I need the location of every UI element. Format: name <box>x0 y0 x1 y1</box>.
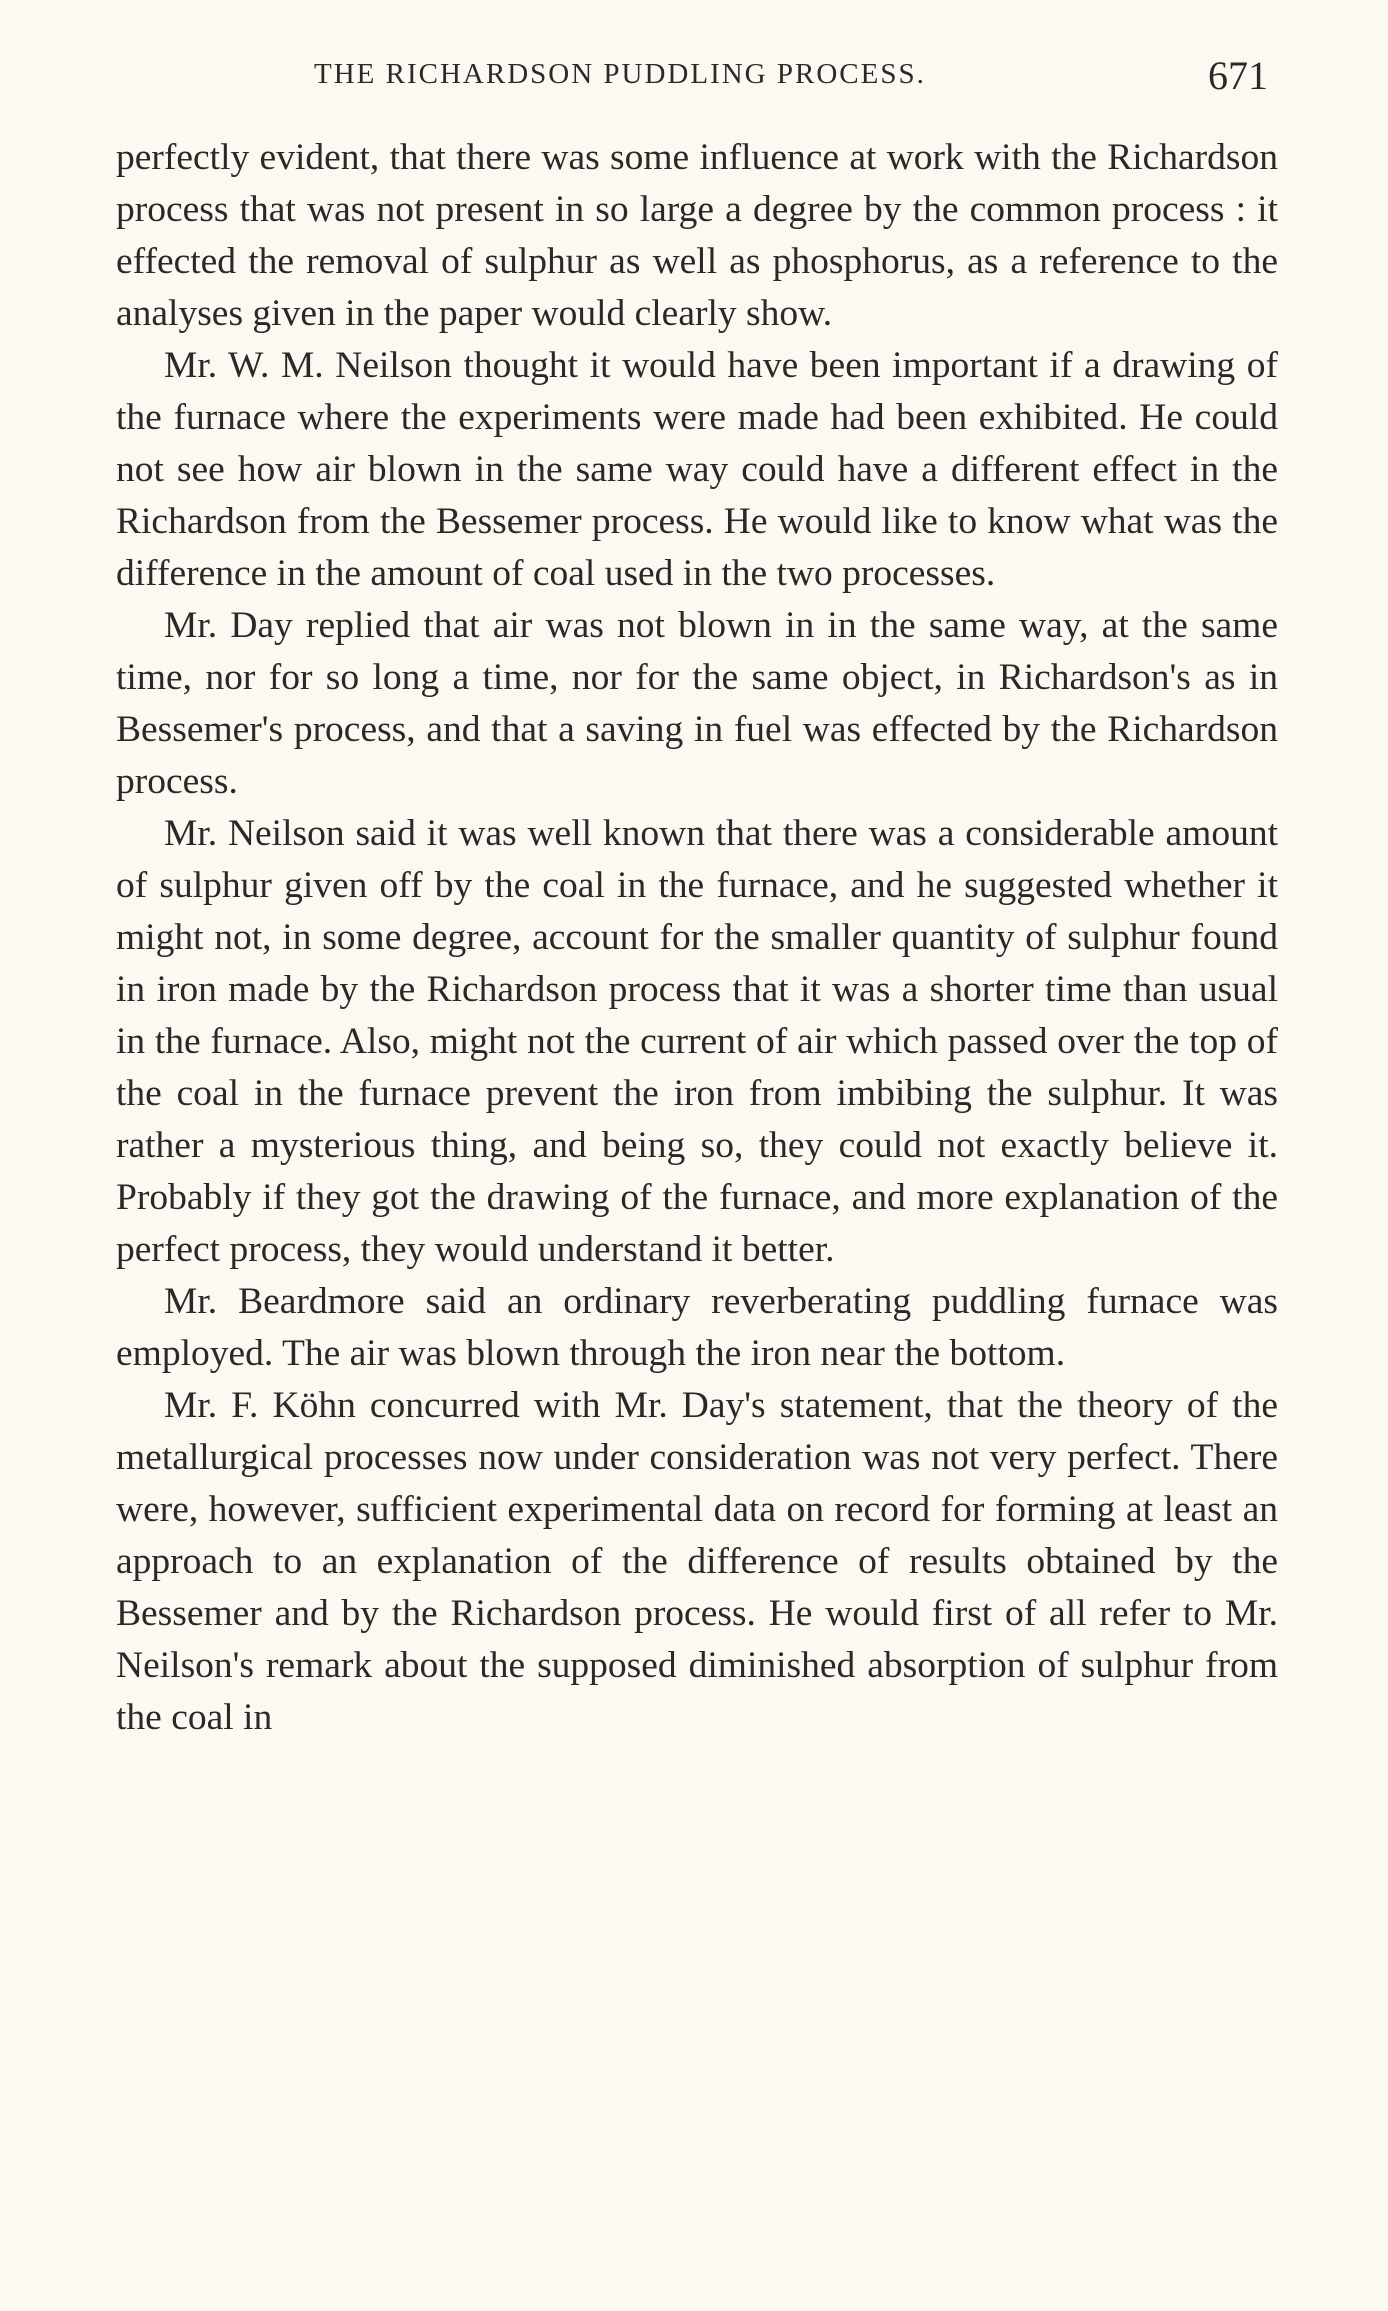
paragraph-neilson-sulphur: Mr. Neilson said it was well known that there was a considerable amount of sulphur given off by the coal in the furnace, and he suggested whether it might not, in some degree, account for the smaller quantity of sulphur found in iron made by the Richardson process that it was a shorter time than usual in the furnace. Also, might not the current of air which passed over the top of the coal in the furnace prevent the iron from imbibing the sulphur. It was rather a mysterious thing, and being so, they could not exactly believe it. Probably if they got the drawing of the furnace, and more explanation of the perfect process, they would understand it better. <box>116 813 1278 1270</box>
paragraph-neilson-drawing: Mr. W. M. Neilson thought it would have been important if a drawing of the furnace where the experiments were made had been exhibited. He could not see how air blown in the same way could have a different effect in the Richardson from the Bessemer process. He would like to know what was the difference in the amount of coal used in the two processes. <box>116 345 1278 594</box>
paragraph-continuation: perfectly evident, that there was some influence at work with the Richardson process that was not present in so large a degree by the common process : it effected the removal of sulphur as well as phosphorus, as a reference to the analyses given in the paper would clearly show. <box>116 137 1278 334</box>
paragraph-beardmore: Mr. Beardmore said an ordinary reverberating puddling furnace was employed. The air was blown through the iron near the bottom. <box>116 1281 1278 1374</box>
body-text <box>116 132 1278 1744</box>
page-header <box>118 52 1276 112</box>
running-title: THE RICHARDSON PUDDLING PROCESS. <box>314 58 926 90</box>
paragraph-day-reply: Mr. Day replied that air was not blown in in the same way, at the same time, nor for so long a time, nor for the same object, in Richardson's as in Bessemer's process, and that a saving in fuel was effected by the Richardson process. <box>116 605 1278 802</box>
paragraph-kohn: Mr. F. Köhn concurred with Mr. Day's statement, that the theory of the metallurgical processes now under consideration was not very perfect. There were, however, sufficient experimental data on record for forming at least an approach to an explanation of the difference of results obtained by the Bessemer and by the Richardson process. He would first of all refer to Mr. Neilson's remark about the supposed diminished absorption of sulphur from the coal in <box>116 1385 1278 1738</box>
page-number: 671 <box>1208 53 1268 98</box>
